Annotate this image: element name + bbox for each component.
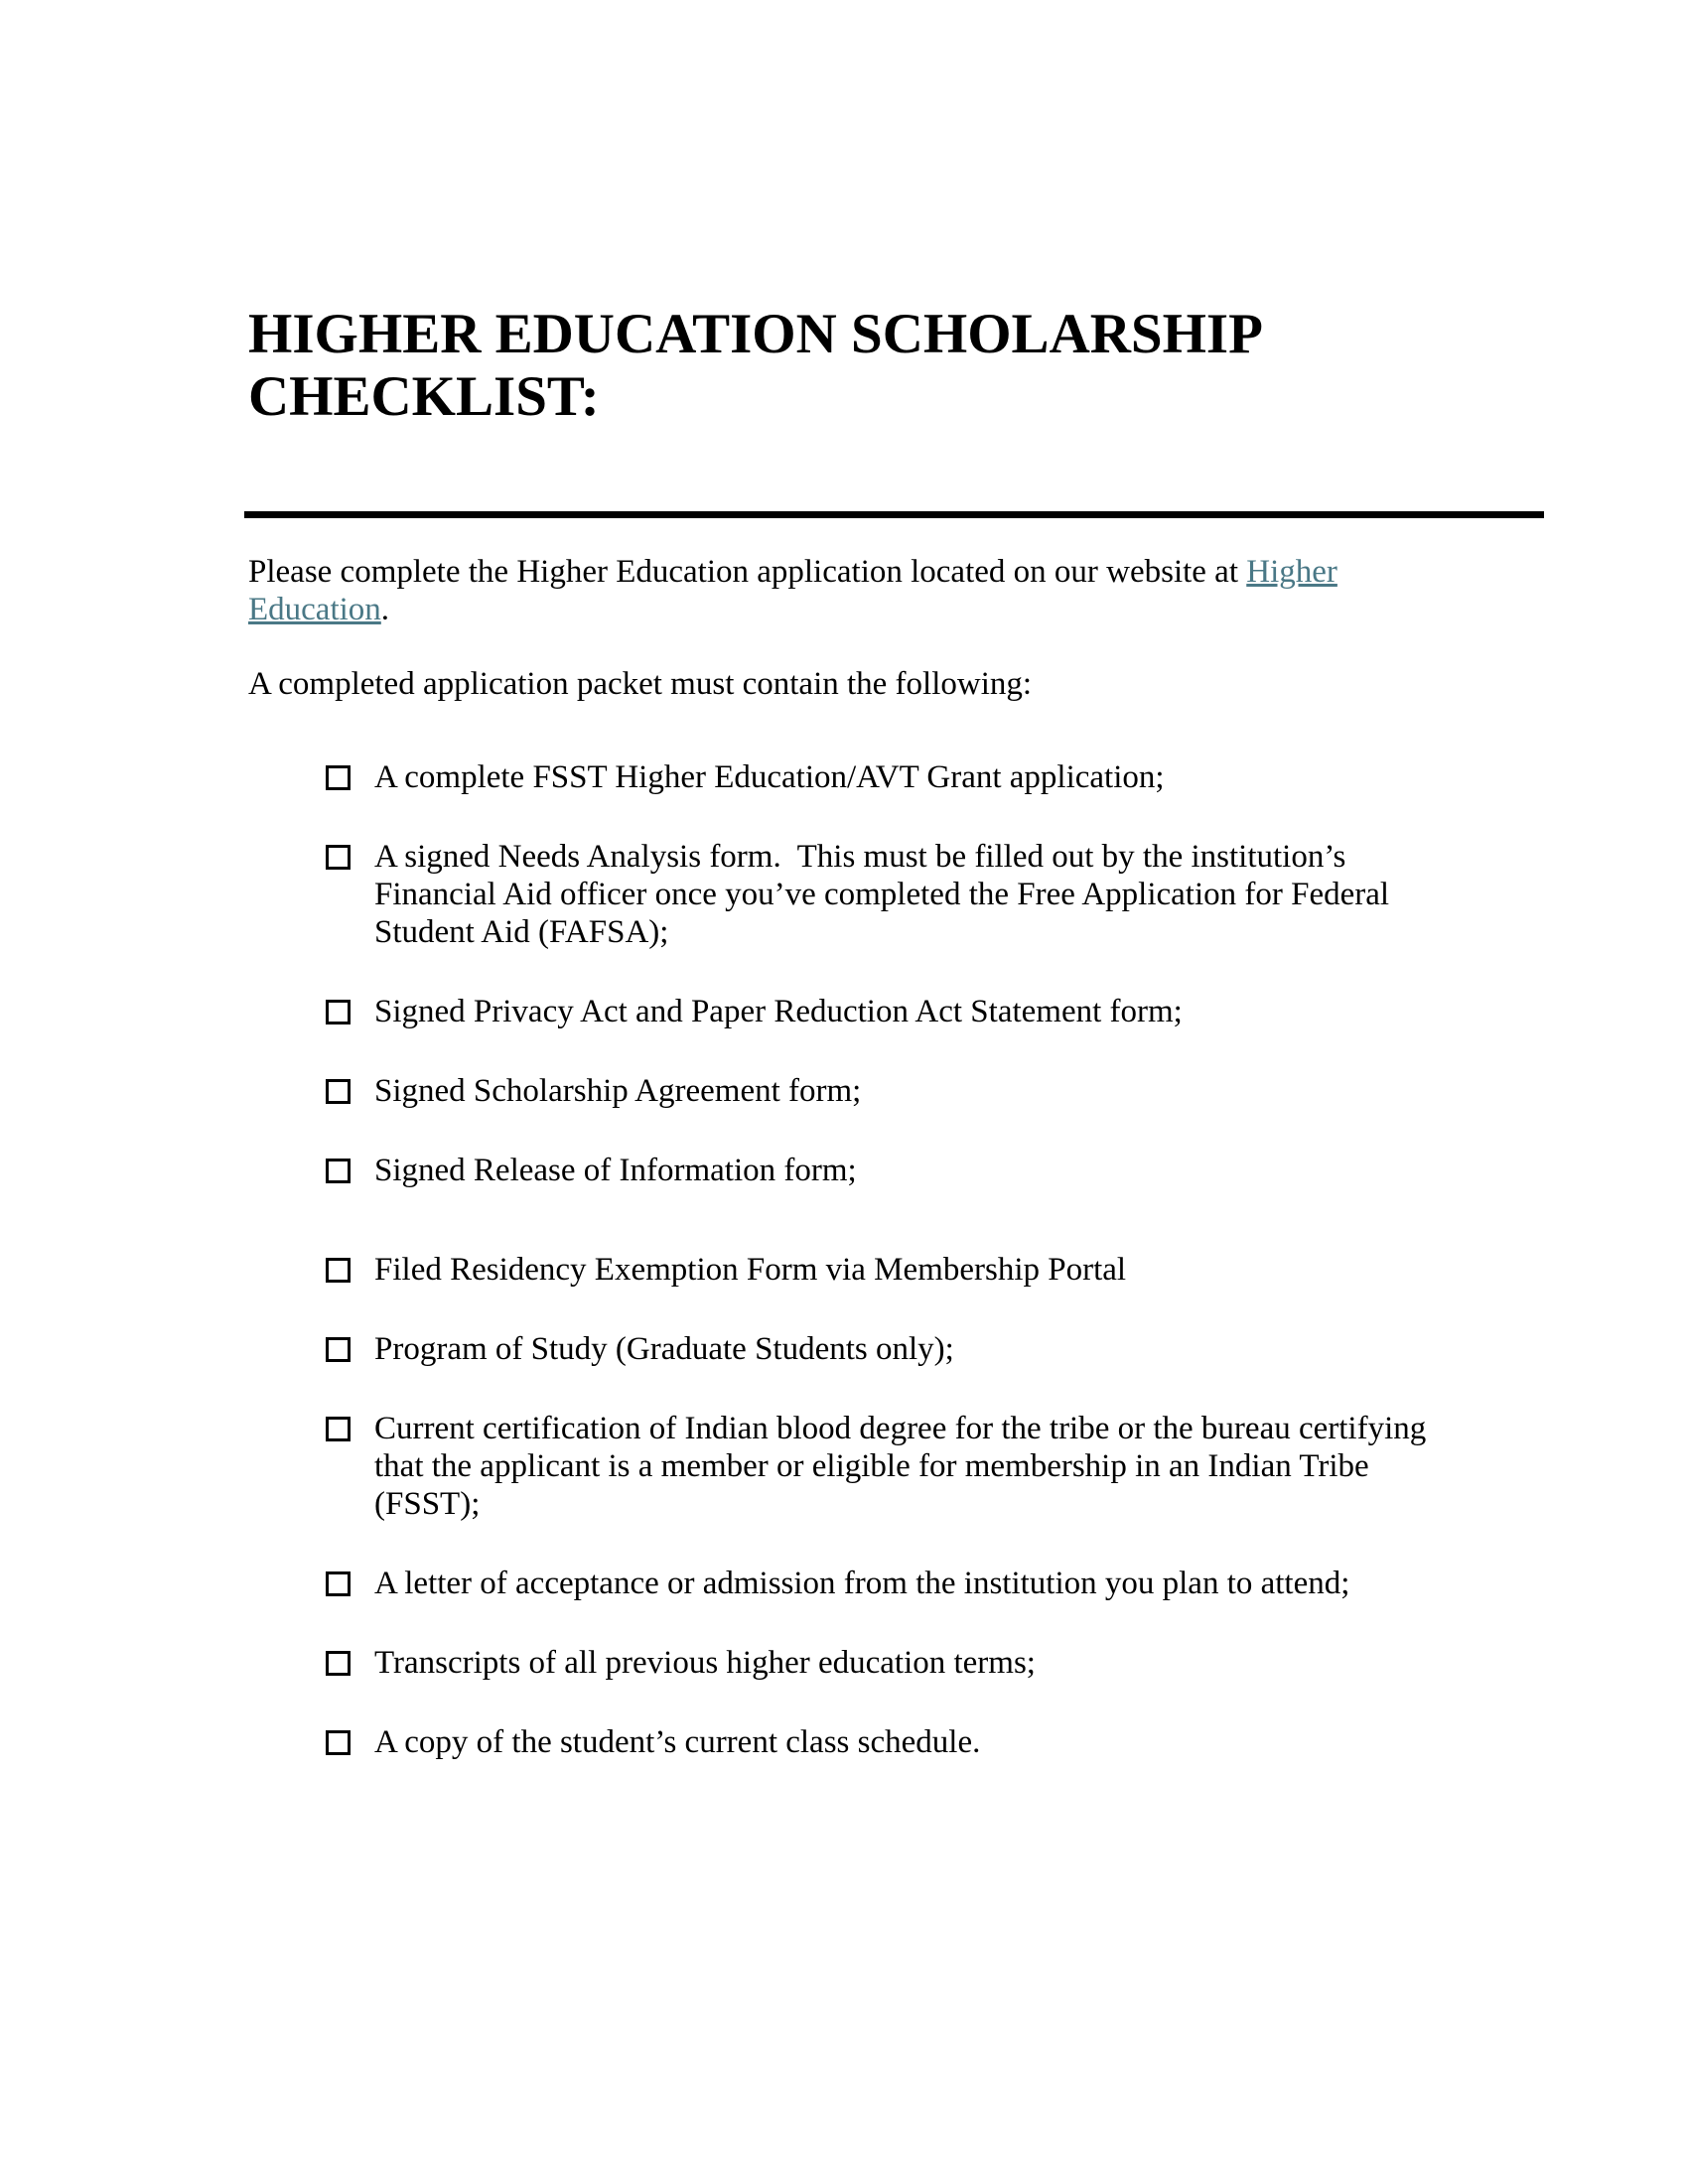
checklist-item (248, 1644, 1440, 1682)
checklist-item (248, 1330, 1440, 1368)
packet-requirements-line: A completed application packet must contain the following: (248, 666, 1033, 702)
intro-paragraph (248, 553, 1440, 628)
empty-checkbox-icon (326, 1079, 351, 1104)
checklist-item-text: A copy of the student’s current class schedule. (374, 1724, 981, 1760)
checklist-item (248, 1251, 1440, 1289)
checklist-item-text: Filed Residency Exemption Form via Membership Portal (374, 1252, 1127, 1288)
empty-checkbox-icon (326, 845, 351, 870)
empty-checkbox-icon (326, 1417, 351, 1441)
empty-checkbox-icon (326, 1258, 351, 1283)
empty-checkbox-icon (326, 1571, 351, 1596)
checklist-item (248, 1723, 1440, 1761)
checklist-item (248, 758, 1440, 796)
checklist (248, 758, 1440, 1761)
checklist-item (248, 1410, 1440, 1523)
checklist-item-text: A complete FSST Higher Education/AVT Grant application; (374, 759, 1165, 795)
checklist-item-text: A letter of acceptance or admission from the institution you plan to attend; (374, 1566, 1350, 1601)
empty-checkbox-icon (326, 1651, 351, 1676)
empty-checkbox-icon (326, 1159, 351, 1183)
higher-education-link[interactable]: Higher Education (248, 554, 1337, 627)
checklist-item (248, 1152, 1440, 1189)
checklist-item-text: Program of Study (Graduate Students only); (374, 1331, 954, 1367)
empty-checkbox-icon (326, 1000, 351, 1024)
title-divider-rule (244, 511, 1544, 518)
checklist-item (248, 1072, 1440, 1110)
checklist-item-text: Current certification of Indian blood degree for the tribe or the bureau certifying that the applicant is a member or eligible for membership in an Indian Tribe (FSST); (374, 1411, 1435, 1522)
intro-text: Please complete the Higher Education application located on our website at (248, 554, 1247, 590)
checklist-item (248, 1565, 1440, 1602)
intro-period: . (380, 592, 390, 627)
checklist-item-text: Transcripts of all previous higher education terms; (374, 1645, 1036, 1681)
empty-checkbox-icon (326, 1337, 351, 1362)
checklist-item (248, 993, 1440, 1030)
page-title: HIGHER EDUCATION SCHOLARSHIP CHECKLIST: (248, 303, 1260, 428)
checklist-item-text: A signed Needs Analysis form. This must be filled out by the institution’s Financial Aid officer once you’ve completed the Free Application for Federal Student Aid (FAFSA); (374, 839, 1398, 950)
checklist-item-text: Signed Release of Information form; (374, 1153, 857, 1188)
empty-checkbox-icon (326, 765, 351, 790)
checklist-item-text: Signed Scholarship Agreement form; (374, 1073, 862, 1109)
empty-checkbox-icon (326, 1730, 351, 1755)
checklist-item-text: Signed Privacy Act and Paper Reduction Act Statement form; (374, 994, 1183, 1029)
checklist-item (248, 838, 1440, 951)
